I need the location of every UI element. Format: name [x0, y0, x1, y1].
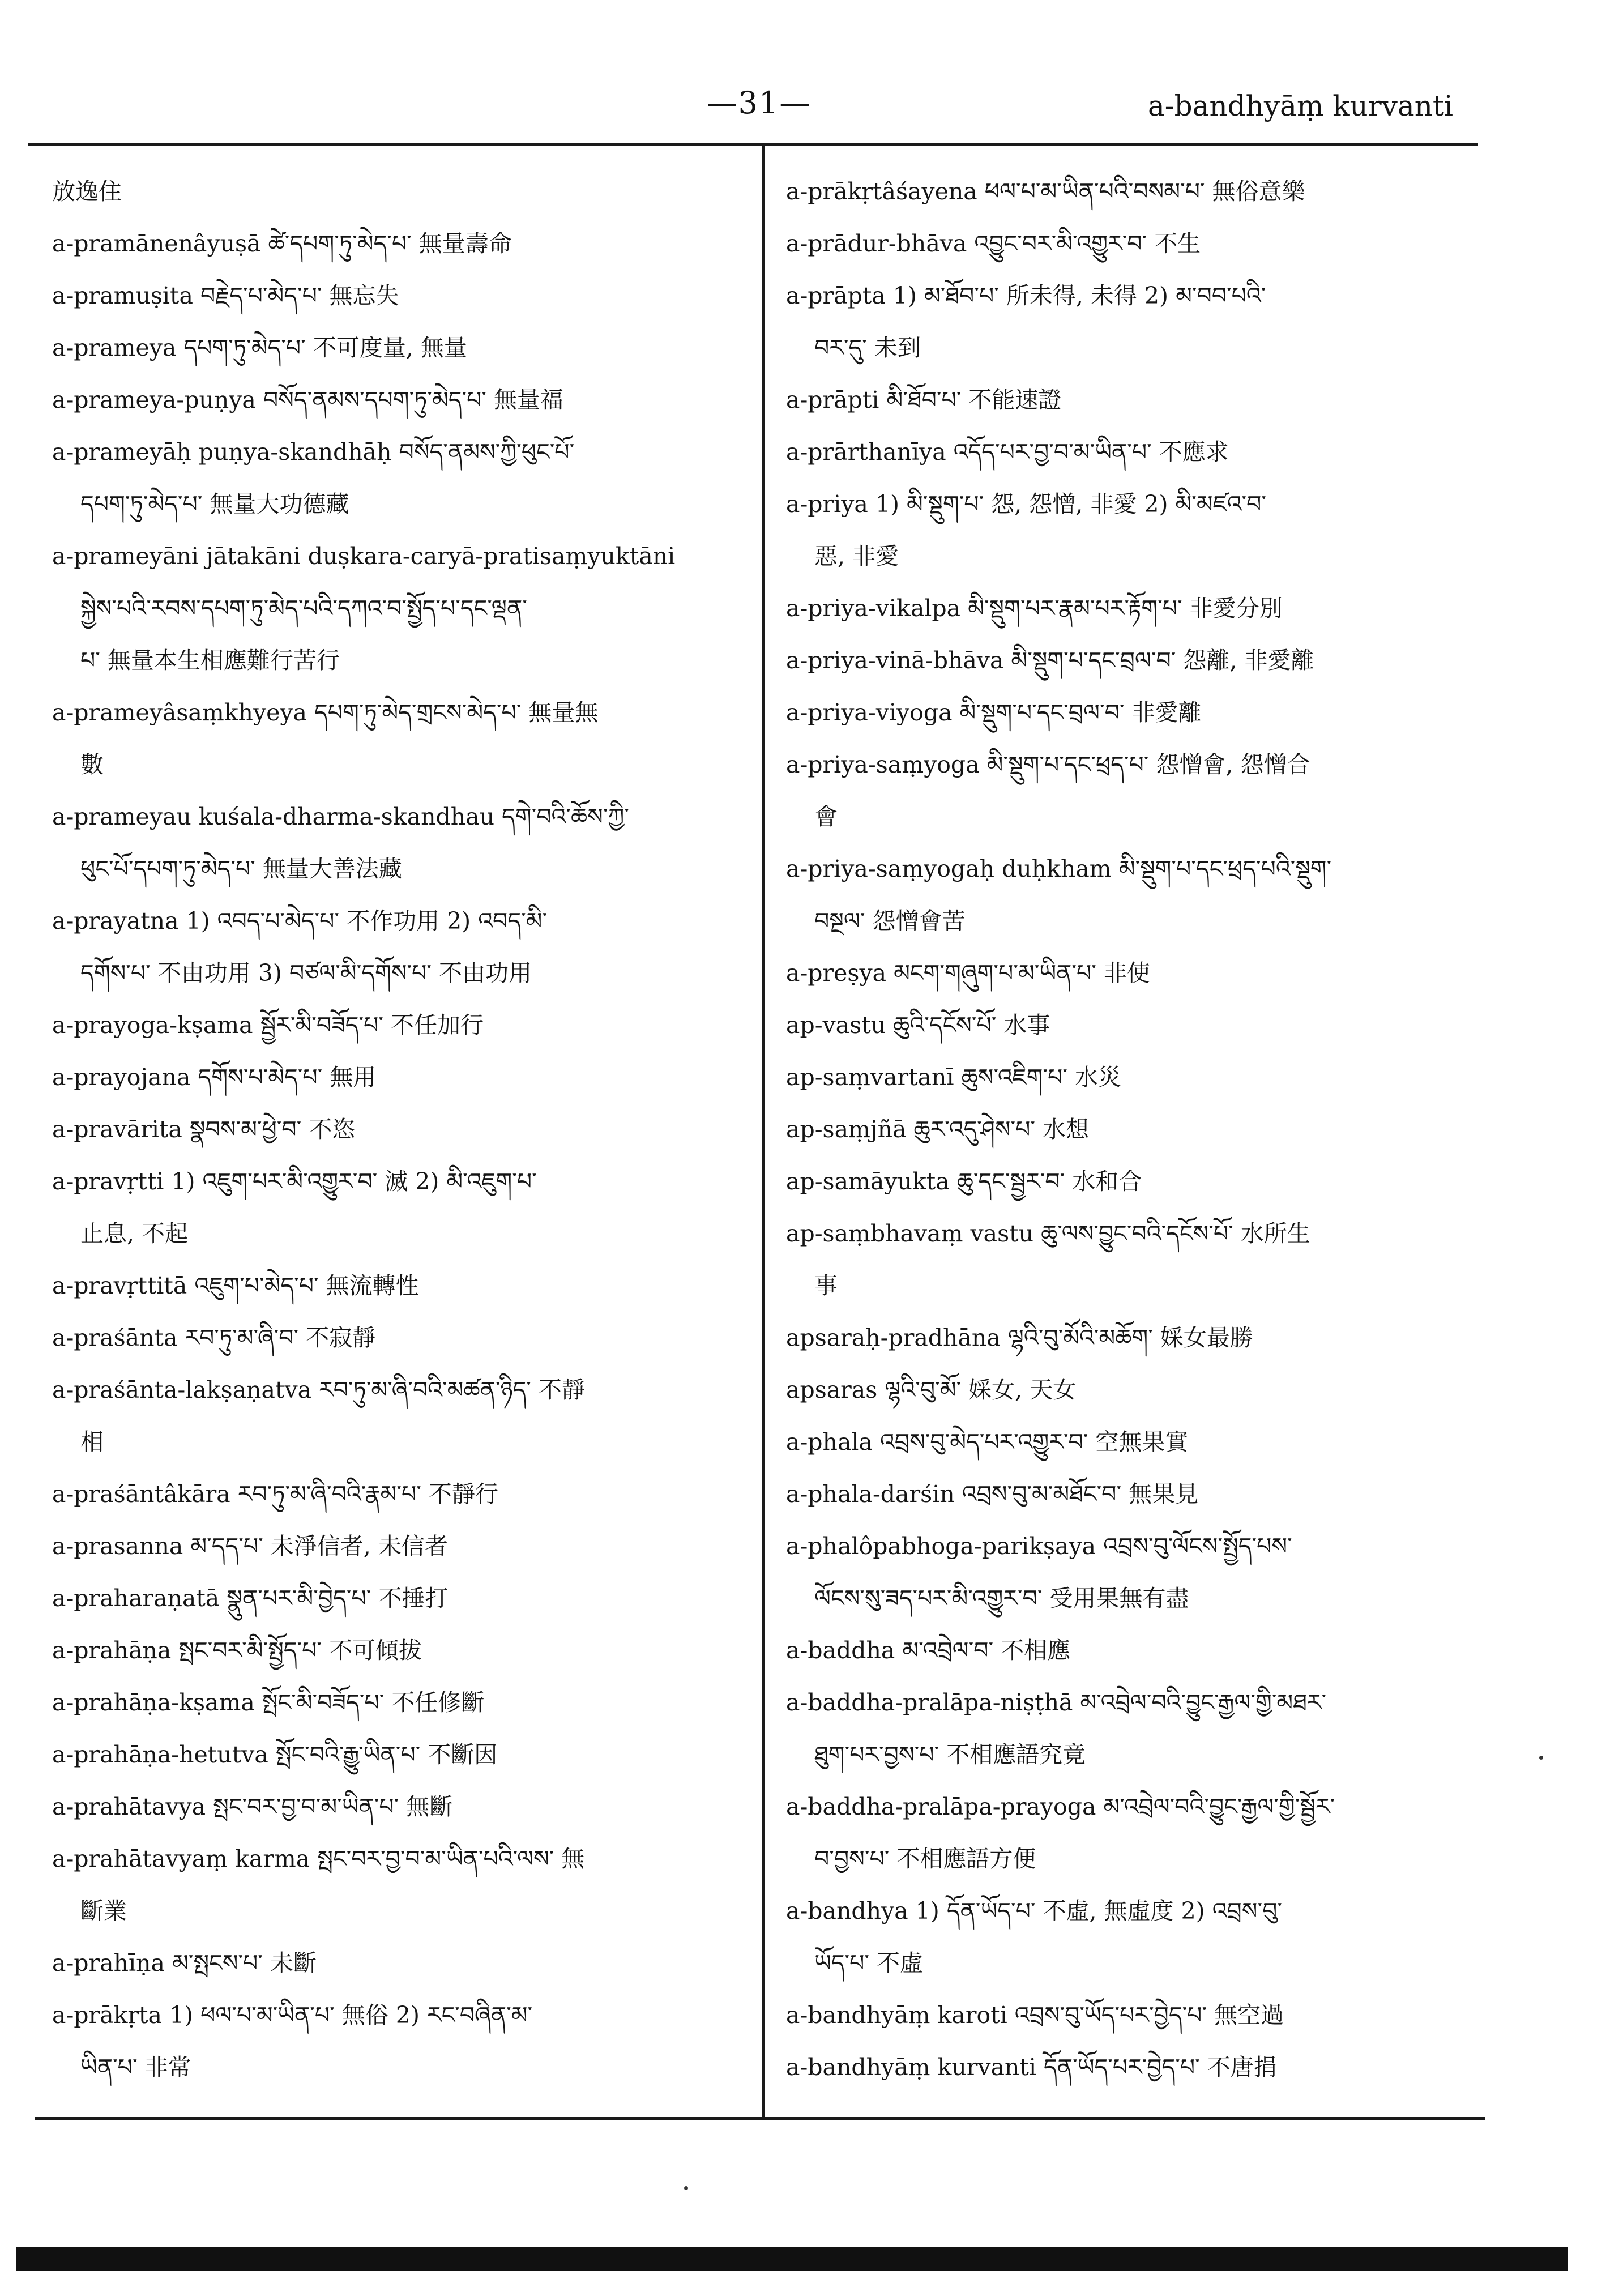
dictionary-entry: ap-saṃjñā ཆུར་འདུ་ཤེས་པ་ 水想 [786, 1116, 1090, 1143]
dictionary-entry: 放逸住 [52, 178, 122, 205]
dictionary-entry-continuation: 相 [80, 1428, 104, 1456]
dictionary-entry: a-phalôpabhoga-parikṣaya འབྲས་བུ་ལོངས་སྤྱོད་པས་ [786, 1533, 1292, 1560]
dictionary-entry: a-prayatna 1) འབད་པ་མེད་པ་ 不作功用 2) འབད་མི་ [52, 907, 548, 934]
dictionary-entry: a-baddha-pralāpa-niṣṭhā མ་འབྲེལ་བའི་བྱུང་རྒྱལ་གྱི་མཐར་ [786, 1689, 1327, 1716]
dictionary-entry-continuation: 惡, 非愛 [814, 543, 899, 570]
dictionary-entry: ap-saṃbhavaṃ vastu ཆུ་ལས་བྱུང་བའི་དངོས་པོ་ 水所生 [786, 1220, 1310, 1247]
dictionary-entry: a-prādur-bhāva འབྱུང་བར་མི་འགྱུར་བ་ 不生 [786, 230, 1201, 257]
dictionary-entry: a-prameyāḥ puṇya-skandhāḥ བསོད་ནམས་ཀྱི་ཕུང་པོ་ [52, 438, 575, 466]
dictionary-entry: ap-vastu ཆུའི་དངོས་པོ་ 水事 [786, 1012, 1050, 1039]
dictionary-entry: a-bandhya 1) དོན་ཡོད་པ་ 不虛, 無虛度 2) འབྲས་བུ་ [786, 1897, 1282, 1924]
dictionary-entry: a-prahātavya སྤང་བར་བྱ་བ་མ་ཡིན་པ་ 無斷 [52, 1793, 453, 1820]
dictionary-entry: apsaraḥ-pradhāna ལྷའི་བུ་མོའི་མཆོག་ 婇女最勝 [786, 1324, 1253, 1351]
dictionary-entry-continuation: ཐུག་པར་བྱས་པ་ 不相應語究竟 [814, 1741, 1086, 1768]
dictionary-entry: a-prahāṇa སྤང་བར་མི་སྤྱོད་པ་ 不可傾拔 [52, 1637, 422, 1664]
dictionary-entry: a-prameyāni jātakāni duṣkara-caryā-pratisaṃyuktāni [52, 543, 676, 570]
dictionary-entry: a-prārthanīya འདོད་པར་བྱ་བ་མ་ཡིན་པ་ 不應求 [786, 438, 1229, 466]
bottom-rule [35, 2117, 1485, 2120]
dictionary-entry-continuation: 止息, 不起 [80, 1220, 189, 1247]
dictionary-entry: a-prahīṇa མ་སྤངས་པ་ 未斷 [52, 1949, 317, 1977]
dictionary-entry: a-prahāṇa-hetutva སྤོང་བའི་རྒྱུ་ཡིན་པ་ 不斷因 [52, 1741, 498, 1768]
dictionary-entry: a-prāpta 1) མ་ཐོབ་པ་ 所未得, 未得 2) མ་བབ་པའི་ [786, 282, 1266, 309]
right-column [786, 165, 1483, 2093]
dictionary-entry: a-prameyâsaṃkhyeya དཔག་ཏུ་མེད་གྲངས་མེད་པ་ 無量無 [52, 699, 599, 726]
dictionary-entry-continuation: བསྔལ་ 怨憎會苦 [814, 907, 966, 934]
dictionary-entry: ap-samāyukta ཆུ་དང་སྦྱར་བ་ 水和合 [786, 1168, 1142, 1195]
dictionary-entry: a-praśāntâkāra རབ་ཏུ་མ་ཞི་བའི་རྣམ་པ་ 不靜行 [52, 1480, 498, 1508]
dictionary-entry: a-pravṛttitā འཇུག་པ་མེད་པ་ 無流轉性 [52, 1272, 419, 1299]
dictionary-entry: a-priya-vikalpa མི་སྡུག་པར་རྣམ་པར་རྟོག་པ་ 非愛分別 [786, 595, 1283, 622]
dictionary-entry: a-prameya དཔག་ཏུ་མེད་པ་ 不可度量, 無量 [52, 334, 467, 361]
scan-speck [1539, 1756, 1543, 1760]
dictionary-entry: a-prāpti མི་ཐོབ་པ་ 不能速證 [786, 386, 1062, 413]
dictionary-entry: a-bandhyāṃ karoti འབྲས་བུ་ཡོད་པར་བྱེད་པ་ 無空過 [786, 2001, 1284, 2029]
dictionary-entry-continuation: སྐྱེས་པའི་རབས་དཔག་ཏུ་མེད་པའི་དཀའ་བ་སྤྱོད་པ་དང་ལྡན་ [80, 595, 527, 622]
dictionary-entry-continuation: 斷業 [80, 1897, 127, 1924]
top-rule [28, 143, 1478, 146]
dictionary-entry: a-prasanna མ་དད་པ་ 未淨信者, 未信者 [52, 1533, 448, 1560]
dictionary-entry: a-praśānta རབ་ཏུ་མ་ཞི་བ་ 不寂靜 [52, 1324, 376, 1351]
dictionary-entry: a-prahātavyaṃ karma སྤང་བར་བྱ་བ་མ་ཡིན་པའི་ལས་ 無 [52, 1845, 585, 1872]
dictionary-entry-continuation: པ་ 無量本生相應難行苦行 [80, 647, 340, 674]
dictionary-entry: a-pravṛtti 1) འཇུག་པར་མི་འགྱུར་བ་ 滅 2) མི་འཇུག་པ་ [52, 1168, 537, 1195]
dictionary-entry: a-prahāṇa-kṣama སྤོང་མི་བཟོད་པ་ 不任修斷 [52, 1689, 485, 1716]
dictionary-entry: a-prayojana དགོས་པ་མེད་པ་ 無用 [52, 1064, 377, 1091]
dictionary-entry-continuation: དཔག་ཏུ་མེད་པ་ 無量大功德藏 [80, 490, 349, 518]
dictionary-entry: ap-saṃvartanī ཆུས་འཇིག་པ་ 水災 [786, 1064, 1122, 1091]
dictionary-entry-continuation: 會 [814, 803, 838, 830]
dictionary-entry: a-baddha-pralāpa-prayoga མ་འབྲེལ་བའི་བྱུང་རྒྱལ་གྱི་སྦྱོར་ [786, 1793, 1335, 1820]
dictionary-entry-continuation: ལོངས་སུ་ཟད་པར་མི་འགྱུར་བ་ 受用果無有盡 [814, 1585, 1189, 1612]
dictionary-entry: a-prameyau kuśala-dharma-skandhau དགེ་བའི་ཆོས་ཀྱི་ [52, 803, 629, 830]
dictionary-entry-continuation: ཕུང་པོ་དཔག་ཏུ་མེད་པ་ 無量大善法藏 [80, 855, 402, 882]
dictionary-entry: a-phala-darśin འབྲས་བུ་མ་མཐོང་བ་ 無果見 [786, 1480, 1199, 1508]
dictionary-entry: a-priya-saṃyogaḥ duḥkham མི་སྡུག་པ་དང་ཕྲད་པའི་སྡུག་ [786, 855, 1332, 882]
dictionary-entry-continuation: ཡིན་པ་ 非常 [80, 2054, 191, 2081]
dictionary-entry-continuation: དགོས་པ་ 不由功用 3) བཙལ་མི་དགོས་པ་ 不由功用 [80, 959, 532, 987]
dictionary-entry: a-prākṛta 1) ཕལ་པ་མ་ཡིན་པ་ 無俗 2) རང་བཞིན་མ་ [52, 2001, 533, 2029]
dictionary-entry: a-priya 1) མི་སྡུག་པ་ 怨, 怨憎, 非愛 2) མི་མཛའ་བ་ [786, 490, 1267, 518]
scan-speck [684, 2186, 688, 2190]
dictionary-entry: a-phala འབྲས་བུ་མེད་པར་འགྱུར་བ་ 空無果實 [786, 1428, 1189, 1456]
dictionary-entry-continuation: ཡོད་པ་ 不虛 [814, 1949, 923, 1977]
dictionary-entry: a-prameya-puṇya བསོད་ནམས་དཔག་ཏུ་མེད་པ་ 無量福 [52, 386, 564, 413]
dictionary-entry: a-priya-saṃyoga མི་སྡུག་པ་དང་ཕྲད་པ་ 怨憎會, 怨憎合 [786, 751, 1310, 778]
page-number: —31— [706, 85, 812, 121]
dictionary-entry: a-prākṛtâśayena ཕལ་པ་མ་ཡིན་པའི་བསམ་པ་ 無俗意樂 [786, 178, 1305, 205]
scan-edge-band [16, 2247, 1568, 2271]
dictionary-entry: a-priya-vinā-bhāva མི་སྡུག་པ་དང་བྲལ་བ་ 怨離, 非愛離 [786, 647, 1314, 674]
dictionary-entry-continuation: བ་བྱས་པ་ 不相應語方便 [814, 1845, 1036, 1872]
column-divider [762, 145, 765, 2118]
dictionary-entry-continuation: 數 [80, 751, 104, 778]
dictionary-entry: a-priya-viyoga མི་སྡུག་པ་དང་བྲལ་བ་ 非愛離 [786, 699, 1202, 726]
running-head: a-bandhyāṃ kurvanti [1147, 89, 1453, 122]
dictionary-entry: a-pramānenâyuṣā ཚེ་དཔག་ཏུ་མེད་པ་ 無量壽命 [52, 230, 512, 257]
dictionary-entry: a-preṣya མངག་གཞུག་པ་མ་ཡིན་པ་ 非使 [786, 959, 1150, 987]
dictionary-entry: a-bandhyāṃ kurvanti དོན་ཡོད་པར་བྱེད་པ་ 不唐捐 [786, 2054, 1277, 2081]
dictionary-entry: a-pravārita སྣབས་མ་ཕྱེ་བ་ 不恣 [52, 1116, 356, 1143]
dictionary-entry: a-baddha མ་འབྲེལ་བ་ 不相應 [786, 1637, 1071, 1664]
dictionary-entry: a-pramuṣita བརྗེད་པ་མེད་པ་ 無忘失 [52, 282, 399, 309]
dictionary-entry: a-praharaṇatā སྣུན་པར་མི་བྱེད་པ་ 不捶打 [52, 1585, 449, 1612]
dictionary-entry-continuation: 事 [814, 1272, 838, 1299]
dictionary-entry: apsaras ལྷའི་བུ་མོ་ 婇女, 天女 [786, 1376, 1077, 1403]
dictionary-entry: a-praśānta-lakṣaṇatva རབ་ཏུ་མ་ཞི་བའི་མཚན་ཉིད་ 不靜 [52, 1376, 585, 1403]
dictionary-entry: a-prayoga-kṣama སྦྱོར་མི་བཟོད་པ་ 不任加行 [52, 1012, 484, 1039]
dictionary-entry-continuation: བར་དུ་ 未到 [814, 334, 921, 361]
left-column [52, 165, 746, 2093]
